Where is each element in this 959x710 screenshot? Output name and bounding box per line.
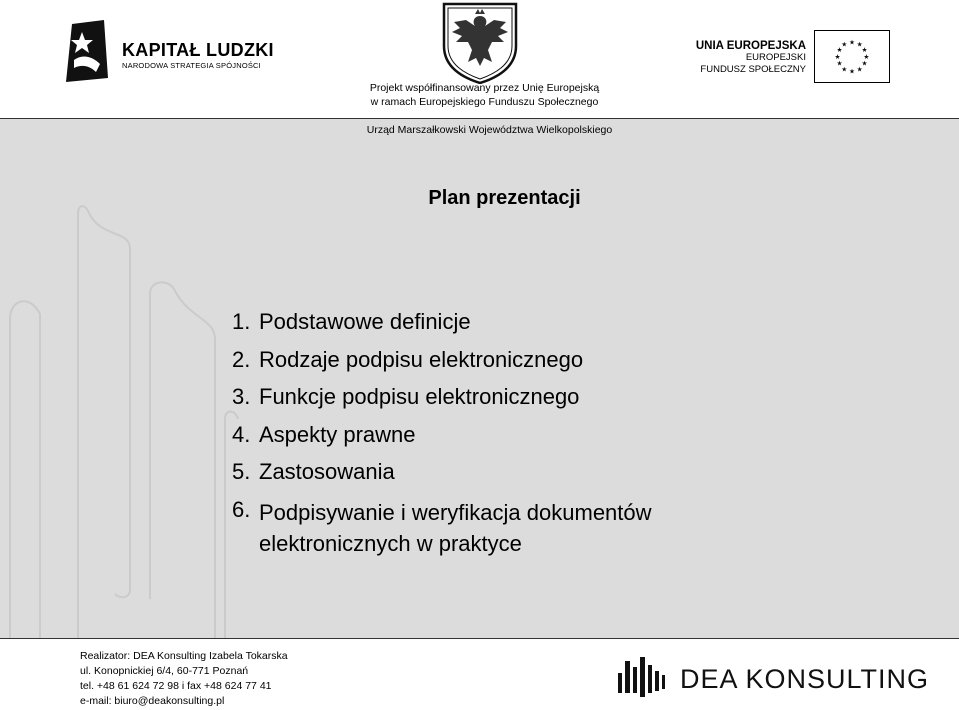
agenda-item [232,491,739,559]
agenda-number: 3. [232,384,251,409]
eu-text [680,40,806,76]
agenda-number: 2. [232,346,251,372]
eu-line-2: EUROPEJSKI [745,52,806,63]
slide-body [0,118,959,639]
agenda-number: 5. [232,459,251,484]
dea-logo-icon [618,657,668,697]
email-line: e-mail: biuro@deakonsulting.pl [80,695,225,707]
svg-text:★: ★ [856,65,863,74]
svg-text:★: ★ [841,40,848,49]
svg-text:★: ★ [836,46,843,55]
svg-text:★: ★ [848,67,856,76]
realizator-info [80,649,288,709]
agenda-number: 1. [232,309,251,334]
svg-text:★: ★ [861,46,868,55]
address-line: ul. Konopnickiej 6/4, 60-771 Poznań [80,665,249,677]
kapital-ludzki-logo-icon [62,20,110,82]
agenda-text: Zastosowania [259,459,395,484]
svg-text:★: ★ [863,52,870,61]
dea-konsulting-logo-text: DEA KONSULTING [680,664,930,694]
kapital-ludzki-title: KAPITAŁ LUDZKI [122,40,274,60]
agenda-number: 4. [232,421,251,447]
agenda-text: Podpisywanie i weryfikacja dokumentów elektronicznych w praktyce [259,499,652,556]
svg-text:★: ★ [861,59,868,68]
agenda-item [232,453,739,491]
kapital-ludzki-subtitle: NARODOWA STRATEGIA SPÓJNOŚCI [122,61,261,70]
project-line-1: Projekt współfinansowany przez Unię Europejską [369,82,600,94]
svg-text:★: ★ [834,52,841,61]
agenda-item [232,341,739,379]
eagle-crest-icon [440,2,520,84]
agenda-text: Podstawowe definicje [259,309,471,334]
agenda-text: Rodzaje podpisu elektronicznego [259,346,584,372]
eu-flag-icon [814,30,890,83]
footer [0,638,959,710]
svg-text:★: ★ [836,59,843,68]
agenda-text: Aspekty prawne [259,421,416,447]
project-line-2: w ramach Europejskiego Funduszu Społecznego [370,96,599,108]
svg-text:★: ★ [848,38,856,47]
eu-line-1: UNIA EUROPEJSKA [695,40,806,52]
agenda-item [232,416,739,454]
realizator-line: Realizator: DEA Konsulting Izabela Tokarska [80,650,288,662]
svg-text:★: ★ [841,65,848,74]
urzad-marszalkowski-text: Urząd Marszałkowski Województwa Wielkopolskiego [366,124,613,136]
agenda-number: 6. [232,496,251,522]
slide-title: Plan prezentacji [428,187,581,209]
svg-text:★: ★ [856,40,863,49]
agenda-item [232,378,739,416]
agenda-item [232,303,739,341]
header [0,0,959,118]
agenda-list [232,303,739,559]
phone-line: tel. +48 61 624 72 98 i fax +48 624 77 41 [80,680,272,692]
agenda-text: Funkcje podpisu elektronicznego [259,384,580,409]
eu-line-3: FUNDUSZ SPOŁECZNY [700,64,806,75]
